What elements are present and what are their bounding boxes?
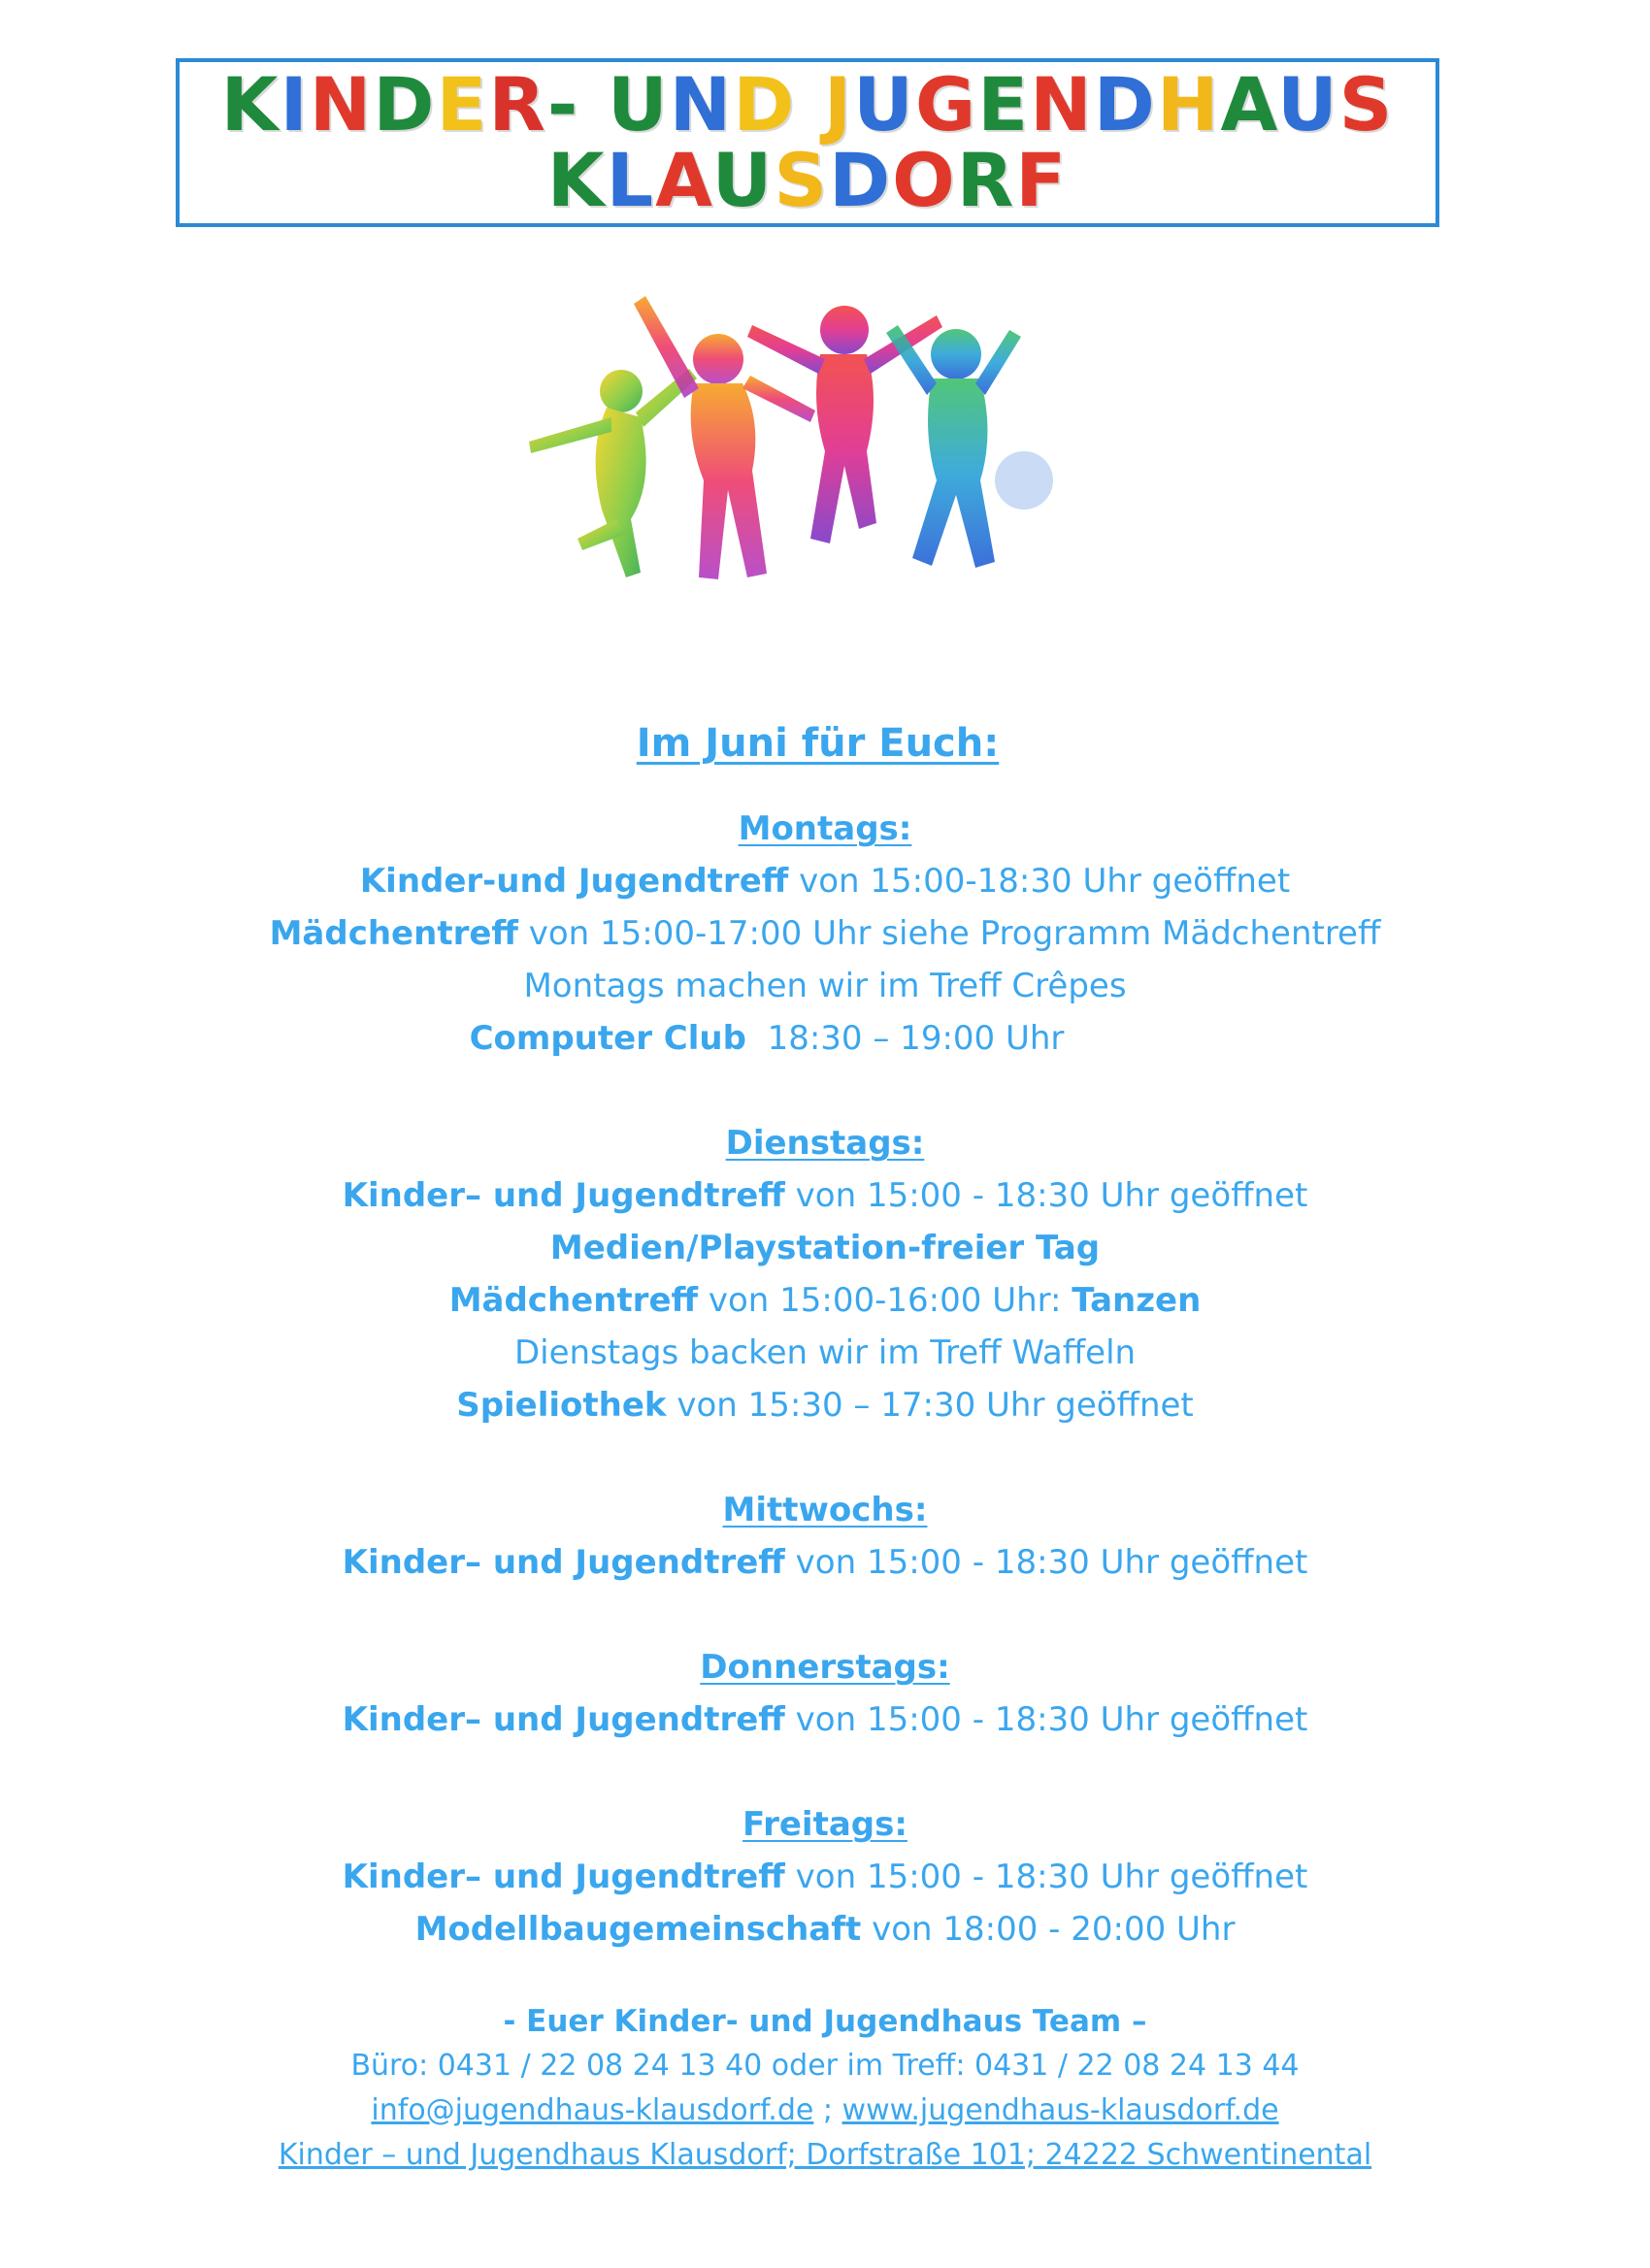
title-letter: E xyxy=(977,61,1031,148)
title-line-1 xyxy=(180,61,1436,148)
day-montags xyxy=(0,803,1650,1065)
figure-yellow xyxy=(529,369,697,577)
schedule-heading: Im Juni für Euch: xyxy=(636,721,1000,766)
schedule-line: Kinder– und Jugendtreff von 15:00 - 18:30 Uhr geöffnet xyxy=(342,1176,1308,1215)
title-letter: U xyxy=(1276,61,1339,148)
title-letter: F xyxy=(1015,137,1069,223)
link-separator: ; xyxy=(813,2093,842,2127)
footer xyxy=(0,1999,1650,2178)
title-letter: N xyxy=(669,61,734,148)
schedule-line: Montags machen wir im Treff Crêpes xyxy=(523,967,1127,1005)
title-letter xyxy=(579,61,607,148)
title-letter: S xyxy=(774,137,830,223)
address-link[interactable]: Kinder – und Jugendhaus Klausdorf; Dorfstraße 101; 24222 Schwentinental xyxy=(278,2138,1372,2172)
schedule-line: Kinder– und Jugendtreff von 15:00 - 18:30 Uhr geöffnet xyxy=(342,1700,1308,1739)
address-line xyxy=(0,2133,1650,2178)
title-letter: R xyxy=(956,137,1016,223)
title-box xyxy=(176,58,1439,227)
title-letter: S xyxy=(1338,61,1395,148)
title-letter: D xyxy=(733,61,797,148)
schedule-line: Dienstags backen wir im Treff Waffeln xyxy=(513,1333,1137,1372)
schedule-line: Spieliothek von 15:30 – 17:30 Uhr geöffnet xyxy=(456,1386,1194,1425)
figure-blue xyxy=(886,325,1053,568)
title-letter: A xyxy=(655,137,712,223)
title-letter: - xyxy=(546,61,580,148)
email-link[interactable]: info@jugendhaus-klausdorf.de xyxy=(371,2093,814,2127)
day-title: Donnerstags: xyxy=(700,1648,950,1687)
schedule-line: Kinder– und Jugendtreff von 15:00 - 18:30 Uhr geöffnet xyxy=(342,1543,1308,1582)
schedule-line: Medien/Playstation-freier Tag xyxy=(549,1229,1101,1267)
schedule-line: Modellbaugemeinschaft von 18:00 - 20:00 Uhr xyxy=(414,1910,1236,1949)
schedule xyxy=(0,713,1650,1956)
jumping-kids-illustration xyxy=(519,286,1063,645)
day-title: Montags: xyxy=(738,809,912,848)
title-letter xyxy=(796,61,823,148)
schedule-line: Computer Club 18:30 – 19:00 Uhr xyxy=(469,1019,1065,1058)
schedule-line: Mädchentreff von 15:00-16:00 Uhr: Tanzen xyxy=(448,1281,1202,1320)
day-donnerstags xyxy=(0,1641,1650,1746)
title-letter: K xyxy=(546,137,607,223)
figure-red xyxy=(747,306,942,543)
title-letter: J xyxy=(823,61,854,148)
website-link[interactable]: www.jugendhaus-klausdorf.de xyxy=(842,2093,1279,2127)
day-title: Freitags: xyxy=(742,1805,908,1844)
title-letter: E xyxy=(436,61,489,148)
day-title: Mittwochs: xyxy=(722,1491,928,1529)
title-letter: U xyxy=(853,61,915,148)
title-letter: H xyxy=(1156,61,1221,148)
title-letter: D xyxy=(1093,61,1157,148)
figure-orange xyxy=(634,296,815,579)
day-title: Dienstags: xyxy=(725,1124,925,1163)
schedule-line: Kinder– und Jugendtreff von 15:00 - 18:30 Uhr geöffnet xyxy=(342,1857,1308,1896)
day-dienstags xyxy=(0,1117,1650,1431)
title-letter: N xyxy=(309,61,374,148)
title-letter: U xyxy=(607,61,670,148)
schedule-line: Kinder-und Jugendtreff von 15:00-18:30 Uhr geöffnet xyxy=(359,862,1291,901)
title-letter: G xyxy=(914,61,978,148)
day-freitags xyxy=(0,1798,1650,1956)
team-signature: - Euer Kinder- und Jugendhaus Team – xyxy=(503,2004,1147,2039)
title-letter: L xyxy=(606,137,656,223)
title-letter: D xyxy=(373,61,437,148)
day-mittwochs xyxy=(0,1484,1650,1589)
title-letter: A xyxy=(1220,61,1277,148)
title-letter: D xyxy=(829,137,893,223)
title-letter: N xyxy=(1030,61,1094,148)
title-line-2 xyxy=(180,137,1436,223)
title-letter: O xyxy=(892,137,957,223)
phone-line: Büro: 0431 / 22 08 24 13 40 oder im Treff: 0431 / 22 08 24 13 44 xyxy=(350,2049,1300,2083)
contact-links xyxy=(0,2088,1650,2133)
schedule-line: Mädchentreff von 15:00-17:00 Uhr siehe Programm Mädchentreff xyxy=(269,914,1381,953)
title-letter: R xyxy=(488,61,547,148)
title-letter: K xyxy=(220,61,280,148)
title-letter: U xyxy=(711,137,775,223)
title-letter: I xyxy=(280,61,310,148)
